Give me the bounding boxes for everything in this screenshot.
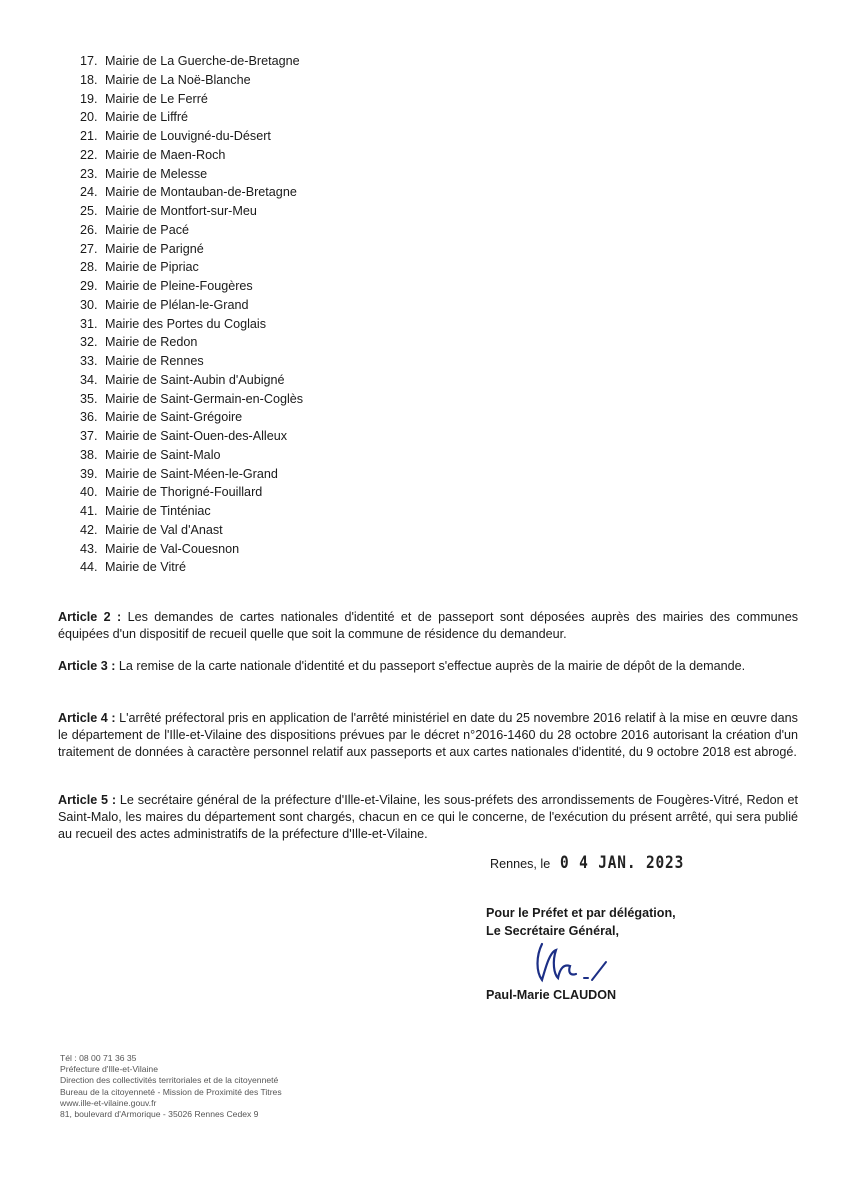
- list-item: [80, 502, 303, 521]
- item-number: 24.: [80, 185, 98, 200]
- item-number: 41.: [80, 504, 98, 518]
- item-label: Mairie de Le Ferré: [105, 91, 208, 106]
- item-label: Mairie de Montfort-sur-Meu: [105, 204, 257, 218]
- list-item: [80, 315, 303, 334]
- item-number: 31.: [80, 316, 98, 331]
- item-number: 20.: [80, 110, 98, 125]
- date-stamp: 0 4 JAN. 2023: [559, 853, 684, 873]
- item-label: Mairie de Redon: [105, 335, 198, 350]
- list-item: [80, 277, 303, 296]
- item-label: Mairie de Vitré: [105, 560, 186, 575]
- delegation-line-1: Pour le Préfet et par délégation,: [486, 906, 676, 920]
- footer-address-line: 81, boulevard d'Armorique - 35026 Rennes Cedex 9: [60, 1109, 259, 1120]
- item-label: Mairie de Plélan-le-Grand: [105, 297, 249, 312]
- item-label: Mairie de Pacé: [105, 222, 189, 237]
- item-number: 19.: [80, 91, 98, 106]
- item-label: Mairie de Val-Couesnon: [105, 541, 240, 556]
- list-item: [80, 446, 303, 465]
- item-label: Mairie de Saint-Grégoire: [105, 410, 243, 425]
- list-item: [80, 183, 303, 202]
- item-number: 43.: [80, 541, 98, 556]
- item-label: Mairie de Tinténiac: [105, 504, 211, 518]
- item-label: Mairie de Montauban-de-Bretagne: [105, 185, 297, 200]
- signer-name: Paul-Marie CLAUDON: [486, 988, 617, 1002]
- list-item: [80, 165, 303, 184]
- article-text: La remise de la carte nationale d'identité et du passeport s'effectue auprès de la mairie de dépôt de la demande.: [115, 659, 746, 673]
- item-number: 40.: [80, 485, 98, 500]
- item-number: 39.: [80, 466, 98, 481]
- item-number: 30.: [80, 297, 98, 312]
- item-label: Mairie de Liffré: [105, 110, 189, 125]
- mairie-list: [80, 52, 303, 577]
- item-label: Mairie de Saint-Ouen-des-Alleux: [105, 429, 287, 443]
- signature-image: [528, 938, 618, 988]
- list-item: [80, 127, 303, 146]
- item-number: 18.: [80, 72, 98, 87]
- item-number: 28.: [80, 260, 98, 275]
- item-number: 25.: [80, 204, 98, 218]
- article-label: Article 2 :: [58, 610, 122, 624]
- footer-line: Direction des collectivités territoriales et de la citoyenneté: [60, 1075, 279, 1086]
- item-number: 22.: [80, 147, 98, 162]
- list-item: [80, 483, 303, 502]
- item-number: 27.: [80, 241, 98, 256]
- footer-website: www.ille-et-vilaine.gouv.fr: [60, 1097, 157, 1108]
- article-text: L'arrêté préfectoral pris en application de l'arrêté ministériel en date du 25 novembre 2016 relatif à la mise en œuvre dans le département de l'Ille-et-Vilaine des dispositions prévues par le décret n°2016-1460 du 28 octobre 2016 autorisant la création d'un traitement de données à caractère personnel relatif aux passeports et aux cartes nationales d'identité, du 9 octobre 2018 est abrogé.: [58, 711, 798, 759]
- item-number: 32.: [80, 335, 98, 350]
- article-text: Le secrétaire général de la préfecture d'Ille-et-Vilaine, les sous-préfets des arrondissements de Fougères-Vitré, Redon et Saint-Malo, les maires du département sont chargés, chacun en ce qui le concerne, de l'exécution du présent arrêté, qui sera publié au recueil des actes administratifs de la préfecture d'Ille-et-Vilaine.: [58, 793, 798, 841]
- list-item: [80, 371, 303, 390]
- delegation-line-2: Le Secrétaire Général,: [486, 924, 620, 938]
- item-label: Mairie de Saint-Germain-en-Coglès: [105, 391, 304, 406]
- item-number: 36.: [80, 410, 98, 425]
- item-number: 29.: [80, 279, 98, 293]
- item-label: Mairie de Saint-Malo: [105, 447, 221, 462]
- list-item: [80, 258, 303, 277]
- item-label: Mairie de Saint-Méen-le-Grand: [105, 466, 278, 481]
- item-label: Mairie de Pleine-Fougères: [105, 279, 253, 293]
- list-item: [80, 52, 303, 71]
- article-label: Article 3 :: [58, 659, 116, 673]
- list-item: [80, 146, 303, 165]
- article-text: Les demandes de cartes nationales d'identité et de passeport sont déposées auprès des mairies des communes équipées d'un dispositif de recueil quelle que soit la commune de résidence du demandeur.: [58, 610, 798, 641]
- item-label: Mairie de Saint-Aubin d'Aubigné: [105, 372, 285, 387]
- item-label: Mairie de Rennes: [105, 354, 204, 368]
- item-label: Mairie de Louvigné-du-Désert: [105, 129, 271, 143]
- footer-line: Bureau de la citoyenneté - Mission de Proximité des Titres: [60, 1086, 282, 1097]
- list-item: [80, 333, 303, 352]
- place-label: Rennes, le: [490, 857, 551, 871]
- list-item: [80, 540, 303, 559]
- list-item: [80, 352, 303, 371]
- item-number: 23.: [80, 166, 98, 181]
- list-item: [80, 427, 303, 446]
- list-item: [80, 408, 303, 427]
- list-item: [80, 202, 303, 221]
- footer-line: Préfecture d'Ille-et-Vilaine: [60, 1064, 158, 1075]
- article-2: [58, 609, 798, 643]
- list-item: [80, 90, 303, 109]
- article-label: Article 4 :: [58, 711, 116, 725]
- article-3: [58, 658, 798, 675]
- item-number: 21.: [80, 129, 98, 143]
- item-number: 34.: [80, 372, 98, 387]
- item-label: Mairie de Pipriac: [105, 260, 199, 275]
- footer-phone: Tél : 08 00 71 36 35: [60, 1053, 137, 1063]
- list-item: [80, 240, 303, 259]
- item-number: 37.: [80, 429, 98, 443]
- delegation-block: [486, 904, 676, 940]
- item-number: 44.: [80, 560, 98, 575]
- article-4: [58, 710, 798, 761]
- item-label: Mairie de Melesse: [105, 166, 208, 181]
- list-item: [80, 521, 303, 540]
- footer-address: [60, 1053, 282, 1120]
- list-item: [80, 465, 303, 484]
- item-number: 33.: [80, 354, 98, 368]
- item-number: 26.: [80, 222, 98, 237]
- item-label: Mairie de La Guerche-de-Bretagne: [105, 54, 300, 68]
- item-label: Mairie des Portes du Coglais: [105, 316, 266, 331]
- list-item: [80, 221, 303, 240]
- item-label: Mairie de La Noë-Blanche: [105, 72, 251, 87]
- list-item: [80, 390, 303, 409]
- item-label: Mairie de Parigné: [105, 241, 204, 256]
- item-number: 42.: [80, 522, 98, 537]
- list-item: [80, 71, 303, 90]
- item-number: 35.: [80, 391, 98, 406]
- list-item: [80, 108, 303, 127]
- list-item: [80, 558, 303, 577]
- item-label: Mairie de Maen-Roch: [105, 147, 226, 162]
- date-line: [490, 853, 706, 873]
- item-number: 38.: [80, 447, 98, 462]
- list-item: [80, 296, 303, 315]
- item-label: Mairie de Thorigné-Fouillard: [105, 485, 263, 500]
- article-label: Article 5 :: [58, 793, 117, 807]
- article-5: [58, 792, 798, 843]
- item-label: Mairie de Val d'Anast: [105, 522, 223, 537]
- item-number: 17.: [80, 54, 98, 68]
